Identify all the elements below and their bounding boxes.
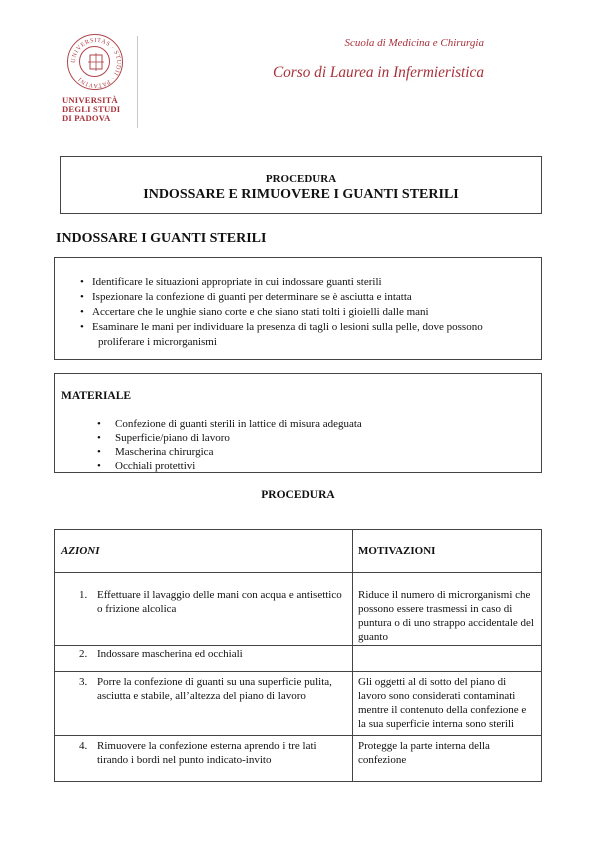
check-item-line2: proliferare i microrganismi xyxy=(98,336,217,348)
university-name-line2: DEGLI STUDI xyxy=(62,104,121,115)
university-name-line3: DI PADOVA xyxy=(62,113,111,124)
reason-cell: Protegge la parte interna della confezione xyxy=(353,736,542,782)
action-text: Rimuovere la confezione esterna aprendo i tre lati tirando i bordi nel punto indicato-invito xyxy=(97,740,317,766)
school-name: Scuola di Medicina e Chirurgia xyxy=(344,37,484,49)
material-item: • Mascherina chirurgica xyxy=(81,445,541,459)
check-item: • Accertare che le unghie siano corte e che siano stati tolti i gioielli dalle mani xyxy=(55,305,541,320)
check-item: • Ispezionare la confezione di guanti per determinare se è asciutta e intatta xyxy=(55,290,541,305)
reason-cell: Riduce il numero di microrganismi che possono essere trasmessi in caso di puntura o di uno strappo accidentale del guanto xyxy=(353,573,542,646)
table-row xyxy=(55,672,542,736)
action-cell xyxy=(55,736,353,782)
step-number: 2. xyxy=(79,648,88,660)
column-header-actions: AZIONI xyxy=(55,530,353,573)
material-item: • Confezione di guanti sterili in lattice di misura adeguata xyxy=(81,417,541,431)
seal-text: UNIVERSITAS · STUDII · PATAVINI xyxy=(69,36,123,90)
university-seal-icon xyxy=(67,34,123,90)
action-cell xyxy=(55,573,353,646)
action-text: Effettuare il lavaggio delle mani con acqua e antisettico o frizione alcolica xyxy=(97,589,342,615)
procedure-title: INDOSSARE E RIMUOVERE I GUANTI STERILI xyxy=(143,187,459,202)
section-heading: INDOSSARE I GUANTI STERILI xyxy=(56,231,267,246)
preliminary-checks-box xyxy=(54,257,542,360)
reason-cell xyxy=(353,646,542,672)
action-cell xyxy=(55,672,353,736)
action-text: Indossare mascherina ed occhiali xyxy=(97,648,243,660)
table-row xyxy=(55,573,542,646)
step-number: 3. xyxy=(79,676,88,688)
check-item-line1: Esaminare le mani per individuare la presenza di tagli o lesioni sulla pelle, dove possono xyxy=(92,321,483,333)
table-row xyxy=(55,646,542,672)
reason-cell: Gli oggetti al di sotto del piano di lavoro sono considerati contaminati mentre il contenuto della confezione e la sua superficie interna sono sterili xyxy=(353,672,542,736)
procedure-heading: PROCEDURA xyxy=(261,489,335,501)
university-name-line1: UNIVERSITÀ xyxy=(62,95,118,105)
step-number: 1. xyxy=(79,589,88,601)
action-text: Porre la confezione di guanti su una superficie pulita, asciutta e stabile, all’altezza del piano di lavoro xyxy=(97,676,332,702)
check-item xyxy=(55,320,541,350)
material-item: • Occhiali protettivi xyxy=(81,459,541,473)
materials-title: MATERIALE xyxy=(61,390,132,402)
material-item: • Superficie/piano di lavoro xyxy=(81,431,541,445)
check-item: • Identificare le situazioni appropriate in cui indossare guanti sterili xyxy=(55,275,541,290)
column-header-reasons: MOTIVAZIONI xyxy=(353,530,542,573)
procedure-steps-table xyxy=(54,529,542,782)
materials-box xyxy=(54,373,542,473)
table-row xyxy=(55,736,542,782)
action-cell xyxy=(55,646,353,672)
procedure-title-box xyxy=(60,156,542,214)
table-header-row xyxy=(55,530,542,573)
course-name: Corso di Laurea in Infermieristica xyxy=(272,64,484,81)
step-number: 4. xyxy=(79,740,88,752)
procedure-label: PROCEDURA xyxy=(265,173,337,185)
header-divider xyxy=(137,36,138,128)
university-logo xyxy=(62,34,132,134)
